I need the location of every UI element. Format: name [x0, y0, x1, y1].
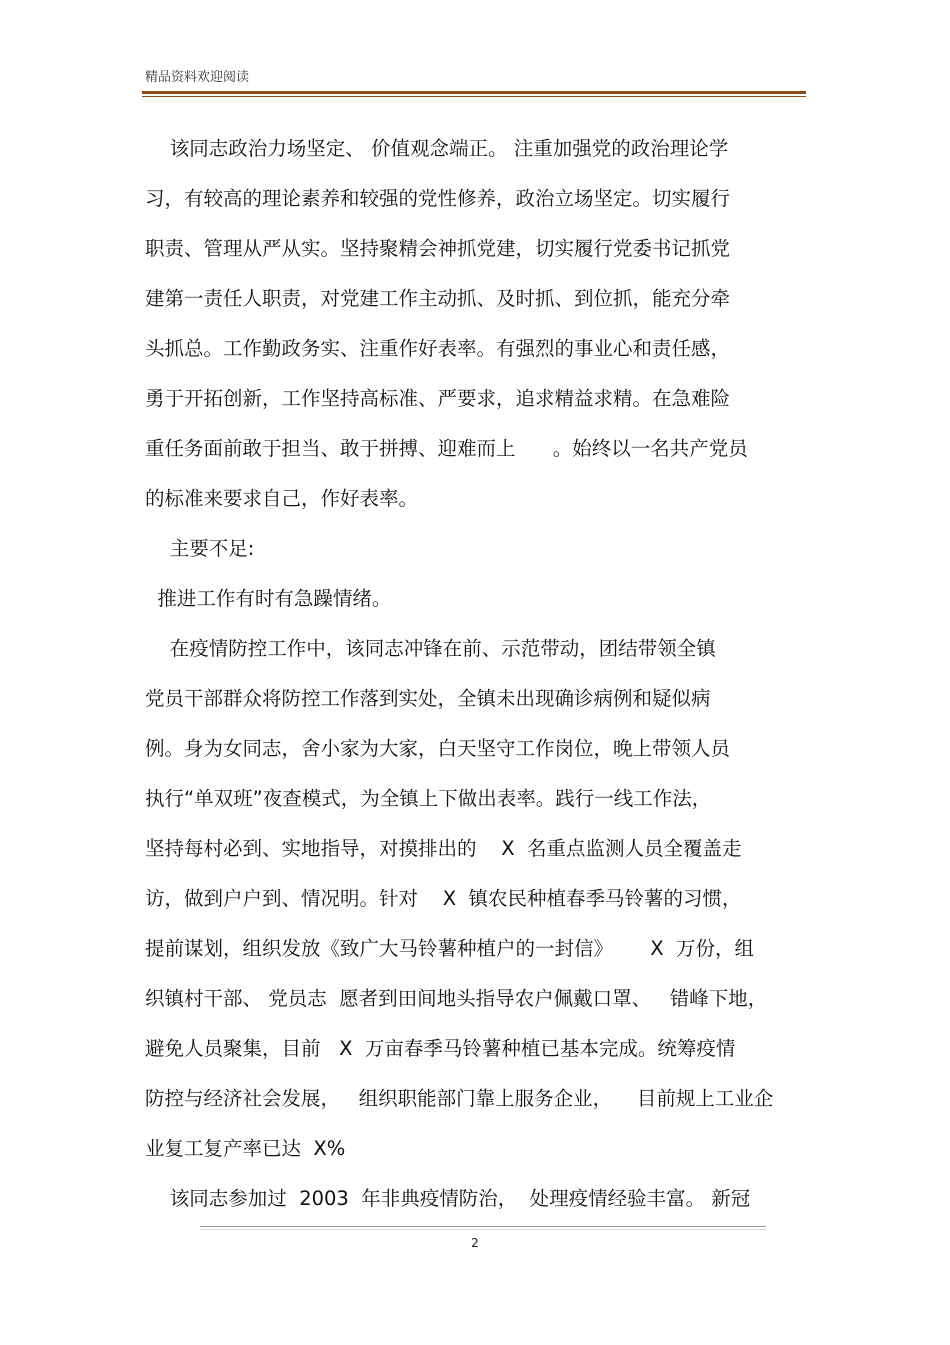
- header-divider: [142, 91, 806, 94]
- document-body: [145, 124, 815, 1224]
- section-heading: 主要不足:: [145, 537, 255, 560]
- body-line: 推进工作有时有急躁情绪。: [145, 587, 392, 610]
- body-line: 访，做到户户到、情况明。针对 X 镇农民种植春季马铃薯的习惯，: [145, 887, 742, 910]
- header-text: 精品资料欢迎阅读: [145, 70, 250, 85]
- body-line: 勇于开拓创新，工作坚持高标准、严要求，追求精益求精。在急难险: [145, 387, 731, 410]
- body-line: 职责、管理从严从实。坚持聚精会神抓党建，切实履行党委书记抓党: [145, 237, 731, 260]
- body-line: 避免人员聚集，目前 X 万亩春季马铃薯种植已基本完成。统筹疫情: [145, 1037, 736, 1060]
- body-line: 重任务面前敢于担当、敢于拼搏、迎难而上 。始终以一名共产党员: [145, 437, 748, 460]
- footer-divider-shadow: [200, 1229, 766, 1230]
- body-line: 头抓总。工作勤政务实、注重作好表率。有强烈的事业心和责任感，: [145, 337, 731, 360]
- body-line: 提前谋划，组织发放《致广大马铃薯种植户的一封信》 X 万份，组: [145, 937, 754, 960]
- body-line: 该同志参加过 2003 年非典疫情防治， 处理疫情经验丰富。 新冠: [145, 1187, 751, 1210]
- body-line: 防控与经济社会发展， 组织职能部门靠上服务企业， 目前规上工业企: [145, 1087, 774, 1110]
- body-line: 在疫情防控工作中，该同志冲锋在前、示范带动，团结带领全镇: [145, 637, 716, 660]
- body-line: 坚持每村必到、实地指导，对摸排出的 X 名重点监测人员全覆盖走: [145, 837, 742, 860]
- header-divider-thin: [142, 96, 806, 97]
- body-line: 党员干部群众将防控工作落到实处，全镇未出现确诊病例和疑似病: [145, 687, 711, 710]
- body-line: 业复工复产率已达 X%: [145, 1137, 346, 1160]
- footer-divider: [200, 1226, 766, 1227]
- body-line: 建第一责任人职责，对党建工作主动抓、及时抓、到位抓，能充分牵: [145, 287, 731, 310]
- page-number: 2: [471, 1236, 479, 1250]
- body-line: 习，有较高的理论素养和较强的党性修养，政治立场坚定。切实履行: [145, 187, 731, 210]
- body-line: 织镇村干部、 党员志 愿者到田间地头指导农户佩戴口罩、 错峰下地，: [145, 987, 768, 1010]
- body-line: 的标准来要求自己，作好表率。: [145, 487, 419, 510]
- body-line: 该同志政治力场坚定、 价值观念端正。 注重加强党的政治理论学: [145, 137, 729, 160]
- body-line: 例。身为女同志，舍小家为大家，白天坚守工作岗位，晚上带领人员: [145, 737, 731, 760]
- body-line: 执行“单双班”夜查模式，为全镇上下做出表率。践行一线工作法，: [145, 787, 712, 810]
